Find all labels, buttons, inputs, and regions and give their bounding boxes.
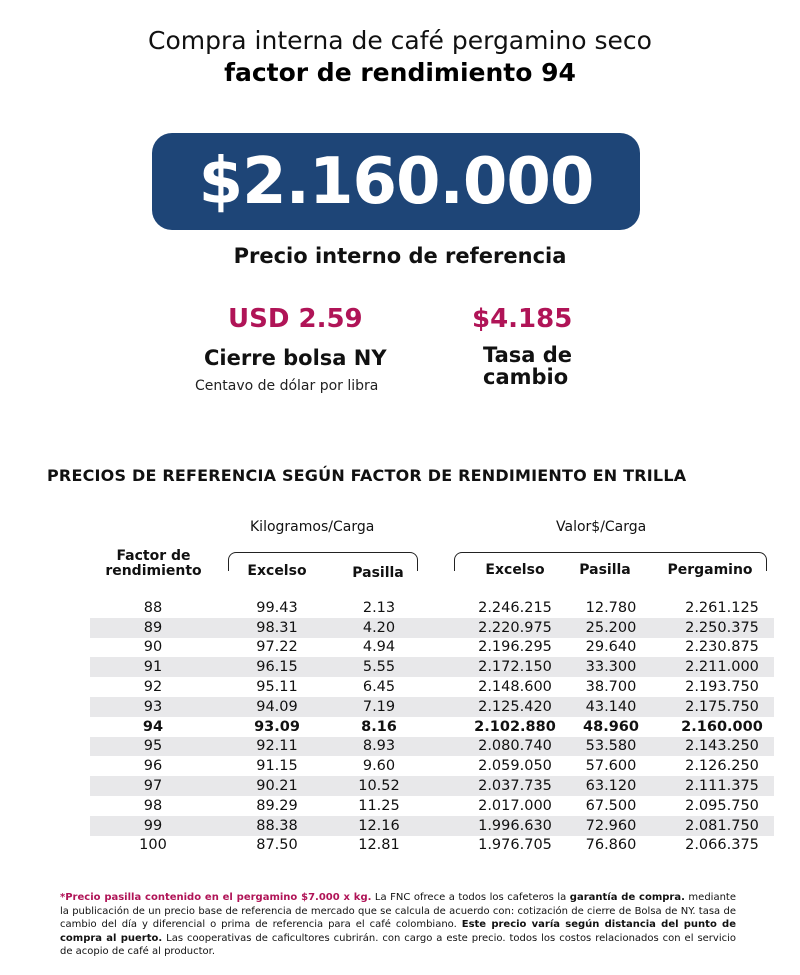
table-section-title: PRECIOS DE REFERENCIA SEGÚN FACTOR DE RENDIMIENTO EN TRILLA [47, 466, 687, 485]
ny-close-value: USD 2.59 [228, 304, 363, 334]
cell-val-pasilla: 29.640 [585, 639, 637, 656]
cell-kg-pasilla: 7.19 [362, 698, 396, 715]
ny-close-label: Cierre bolsa NY [204, 346, 387, 370]
column-header-kg-pasilla: Pasilla [352, 565, 404, 581]
cell-kg-excelso: 93.09 [254, 718, 300, 735]
table-row [90, 598, 774, 618]
cell-factor: 91 [143, 659, 163, 676]
cell-factor: 100 [139, 837, 167, 854]
cell-kg-pasilla: 11.25 [358, 797, 400, 814]
cell-val-pasilla: 67.500 [585, 797, 637, 814]
cell-val-excelso: 2.220.975 [478, 619, 552, 636]
cell-val-pergamino: 2.143.250 [685, 738, 759, 755]
cell-factor: 95 [143, 738, 163, 755]
column-header-val-pasilla: Pasilla [579, 562, 631, 578]
cell-val-pergamino: 2.261.125 [685, 599, 759, 616]
cell-val-pergamino: 2.250.375 [685, 619, 759, 636]
cell-val-pasilla: 48.960 [583, 718, 639, 735]
cell-kg-excelso: 95.11 [256, 679, 298, 696]
cell-val-excelso: 1.976.705 [478, 837, 552, 854]
table-row [90, 717, 774, 737]
cell-kg-excelso: 99.43 [256, 599, 298, 616]
footnote-text-2: mediante la publicación de un precio base de referencia de mercado que se calcula de acuerdo con: cotización de cierre de Bolsa de NY. tasa de cambio del día y diferencial o prima de referencia para el café colombiano. [60, 892, 736, 930]
exchange-rate-label-line1: Tasa de [483, 343, 573, 367]
cell-val-excelso: 2.080.740 [478, 738, 552, 755]
cell-kg-excelso: 90.21 [256, 778, 298, 795]
cell-val-pasilla: 63.120 [585, 778, 637, 795]
cell-val-pasilla: 43.140 [585, 698, 637, 715]
cell-factor: 94 [142, 718, 164, 735]
cell-val-excelso: 2.102.880 [474, 718, 556, 735]
cell-val-pasilla: 33.300 [585, 659, 637, 676]
main-price-value: $2.160.000 [198, 144, 594, 219]
cell-kg-pasilla: 6.45 [362, 679, 396, 696]
cell-kg-pasilla: 12.16 [358, 817, 400, 834]
footnote [60, 891, 736, 959]
cell-val-excelso: 2.172.150 [478, 659, 552, 676]
cell-val-pergamino: 2.111.375 [685, 778, 759, 795]
cell-val-pasilla: 38.700 [585, 679, 637, 696]
cell-kg-pasilla: 8.93 [362, 738, 396, 755]
price-table-body [90, 598, 774, 855]
cell-factor: 99 [143, 817, 163, 834]
footnote-text-3: Las cooperativas de caficultores cubrirán. con cargo a este precio. todos los costos relacionados con el servicio de acopio de café al productor. [60, 932, 737, 957]
cell-kg-excelso: 98.31 [256, 619, 298, 636]
table-row [90, 737, 774, 757]
column-header-val-excelso: Excelso [485, 562, 545, 578]
cell-val-pasilla: 12.780 [585, 599, 637, 616]
cell-val-pasilla: 25.200 [585, 619, 637, 636]
cell-kg-pasilla: 12.81 [358, 837, 400, 854]
table-row [90, 756, 774, 776]
cell-val-pergamino: 2.160.000 [681, 718, 763, 735]
cell-val-pergamino: 2.230.875 [685, 639, 759, 656]
exchange-rate-label [483, 344, 572, 388]
table-row [90, 796, 774, 816]
cell-val-pergamino: 2.193.750 [685, 679, 759, 696]
table-row [90, 816, 774, 836]
cell-val-pasilla: 57.600 [585, 758, 637, 775]
cell-val-excelso: 1.996.630 [478, 817, 552, 834]
exchange-rate-label-line2: cambio [483, 365, 569, 389]
cell-factor: 88 [143, 599, 163, 616]
cell-val-excelso: 2.148.600 [478, 679, 552, 696]
cell-kg-excelso: 88.38 [256, 817, 298, 834]
cell-val-pergamino: 2.211.000 [685, 659, 759, 676]
cell-kg-excelso: 97.22 [256, 639, 298, 656]
cell-val-pergamino: 2.175.750 [685, 698, 759, 715]
table-row [90, 836, 774, 856]
group-header-valor: Valor$/Carga [556, 519, 647, 535]
cell-val-excelso: 2.125.420 [478, 698, 552, 715]
cell-val-excelso: 2.037.735 [478, 778, 552, 795]
cell-val-pasilla: 53.580 [585, 738, 637, 755]
footnote-guarantee: garantía de compra. [569, 892, 685, 903]
cell-kg-pasilla: 4.20 [362, 619, 396, 636]
cell-kg-pasilla: 5.55 [362, 659, 396, 676]
cell-val-excelso: 2.246.215 [478, 599, 552, 616]
cell-kg-excelso: 96.15 [256, 659, 298, 676]
cell-kg-excelso: 89.29 [256, 797, 298, 814]
group-header-kg: Kilogramos/Carga [250, 519, 375, 535]
column-header-kg-excelso: Excelso [247, 563, 307, 579]
cell-kg-pasilla: 2.13 [362, 599, 396, 616]
cell-kg-excelso: 91.15 [256, 758, 298, 775]
cell-val-pasilla: 76.860 [585, 837, 637, 854]
cell-kg-pasilla: 4.94 [362, 639, 396, 656]
cell-kg-pasilla: 9.60 [362, 758, 396, 775]
column-header-factor-line2: rendimiento [105, 563, 202, 579]
main-price-box [152, 133, 640, 230]
footnote-pasilla-price: *Precio pasilla contenido en el pergamino $7.000 x kg. [60, 892, 372, 903]
column-header-factor [96, 549, 211, 579]
table-row [90, 618, 774, 638]
cell-factor: 97 [143, 778, 163, 795]
ny-close-sublabel: Centavo de dólar por libra [195, 378, 379, 394]
cell-factor: 90 [143, 639, 163, 656]
cell-kg-excelso: 92.11 [256, 738, 298, 755]
column-header-factor-line1: Factor de [116, 548, 191, 564]
cell-kg-excelso: 87.50 [256, 837, 298, 854]
cell-val-pergamino: 2.095.750 [685, 797, 759, 814]
table-row [90, 697, 774, 717]
cell-kg-pasilla: 8.16 [361, 718, 397, 735]
cell-val-pasilla: 72.960 [585, 817, 637, 834]
main-price-label: Precio interno de referencia [233, 244, 567, 268]
cell-kg-pasilla: 10.52 [358, 778, 400, 795]
cell-val-pergamino: 2.066.375 [685, 837, 759, 854]
cell-val-excelso: 2.059.050 [478, 758, 552, 775]
column-header-val-pergamino: Pergamino [667, 562, 753, 578]
table-row [90, 638, 774, 658]
table-row [90, 776, 774, 796]
table-row [90, 657, 774, 677]
cell-val-pergamino: 2.126.250 [685, 758, 759, 775]
exchange-rate-value: $4.185 [472, 304, 573, 334]
cell-val-pergamino: 2.081.750 [685, 817, 759, 834]
cell-factor: 96 [143, 758, 163, 775]
cell-factor: 93 [143, 698, 163, 715]
cell-factor: 89 [143, 619, 163, 636]
title-line-1: Compra interna de café pergamino seco [148, 26, 652, 55]
cell-factor: 92 [143, 679, 163, 696]
cell-val-excelso: 2.196.295 [478, 639, 552, 656]
table-row [90, 677, 774, 697]
footnote-distance-note: Este precio varía según distancia del punto de compra al puerto. [60, 919, 736, 944]
footnote-text-1: La FNC ofrece a todos los cafeteros la [371, 892, 570, 903]
cell-kg-excelso: 94.09 [256, 698, 298, 715]
cell-factor: 98 [143, 797, 163, 814]
title-line-2: factor de rendimiento 94 [224, 58, 576, 87]
cell-val-excelso: 2.017.000 [478, 797, 552, 814]
